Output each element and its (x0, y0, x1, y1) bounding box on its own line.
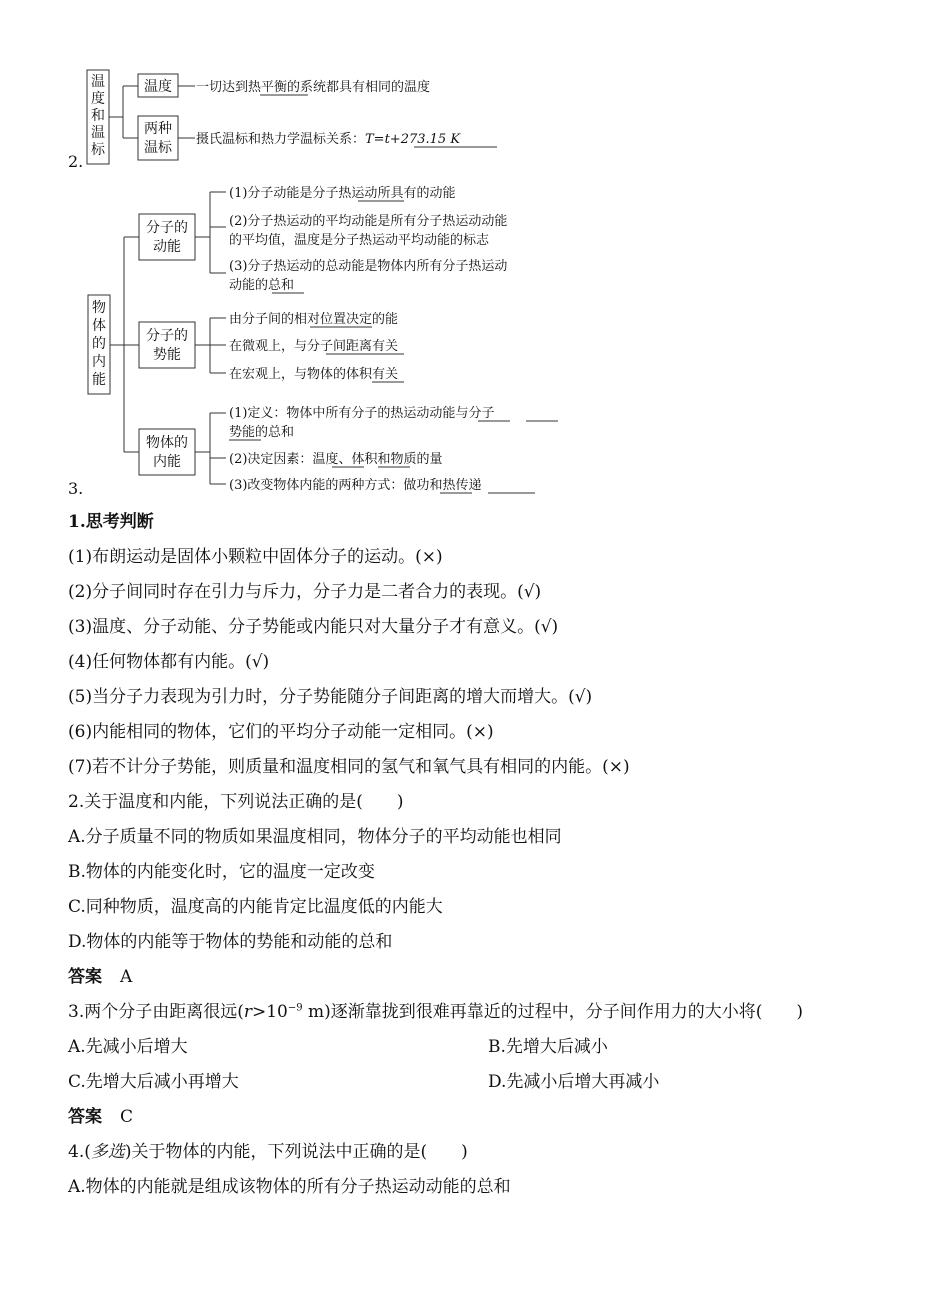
diagram3-kinetic-item3-line2: 动能的总和 (229, 278, 295, 293)
diagram3-potential-item1: 由分子间的相对位置决定的能 (229, 312, 399, 327)
q3-option-d: D.先减小后增大再减小 (488, 1072, 660, 1092)
svg-text:温: 温 (91, 125, 105, 141)
diagram3-root-connectors (110, 237, 139, 452)
q2-answer (68, 966, 132, 988)
svg-text:内能: 内能 (153, 454, 181, 470)
diagram3-potential-item2: 在微观上，与分子间距离有关 (229, 339, 399, 354)
q2-answer-value: A (120, 967, 133, 987)
judgement-item-3: (3)温度、分子动能、分子势能或内能只对大量分子才有意义。(√) (68, 617, 559, 637)
diagram3-potential-label (146, 328, 188, 363)
diagram2-branch2-label (144, 121, 173, 156)
judgement-item-5: (5)当分子力表现为引力时，分子势能随分子间距离的增大而增大。(√) (68, 687, 593, 707)
diagram3-internal-item1-line1: (1)定义：物体中所有分子的热运动动能与分子 (229, 406, 495, 421)
diagram2-branch2-text: 摄氏温标和热力学温标关系：T=t+273.15 K (196, 132, 461, 147)
diagram3-internal-label (146, 434, 188, 470)
diagram3-kinetic-label (146, 220, 188, 255)
diagram2-connectors (109, 86, 138, 138)
svg-text:物: 物 (92, 300, 106, 316)
diagram3-potential-connectors (195, 318, 226, 373)
diagram3-potential-item3: 在宏观上，与物体的体积有关 (229, 367, 399, 382)
svg-text:和: 和 (91, 108, 105, 124)
q2-stem: 2.关于温度和内能，下列说法正确的是( ) (68, 792, 404, 812)
section1-title: 1.思考判断 (68, 512, 154, 532)
diagram3-kinetic-item2-line2: 的平均值，温度是分子热运动平均动能的标志 (229, 233, 490, 248)
q2-option-a: A.分子质量不同的物质如果温度相同，物体分子的平均动能也相同 (68, 827, 562, 847)
judgement-item-7: (7)若不计分子势能，则质量和温度相同的氢气和氧气具有相同的内能。(×) (68, 757, 630, 777)
diagram3-kinetic-item3-line1: (3)分子热运动的总动能是物体内所有分子热运动 (229, 259, 508, 274)
q3-options-row1 (68, 1036, 608, 1058)
judgement-item-6: (6)内能相同的物体，它们的平均分子动能一定相同。(×) (68, 722, 494, 742)
svg-text:温标: 温标 (144, 140, 172, 156)
svg-text:度: 度 (91, 91, 105, 107)
svg-text:势能: 势能 (153, 347, 181, 363)
diagram3-kinetic-item2-line1: (2)分子热运动的平均动能是所有分子热运动动能 (229, 214, 508, 229)
diagram3-number: 3. (68, 479, 84, 498)
svg-text:动能: 动能 (153, 239, 181, 255)
q3-option-a: A.先减小后增大 (68, 1037, 188, 1057)
q2-option-b: B.物体的内能变化时，它的温度一定改变 (68, 862, 375, 882)
q3-option-c: C.先增大后减小再增大 (68, 1072, 239, 1092)
diagram2-branch1-text: 一切达到热平衡的系统都具有相同的温度 (196, 80, 431, 95)
svg-text:物体的: 物体的 (146, 435, 188, 451)
svg-text:两种: 两种 (144, 121, 172, 137)
diagram2-number: 2. (68, 152, 84, 171)
svg-text:能: 能 (92, 372, 106, 388)
q4-stem: 4.(多选)关于物体的内能，下列说法中正确的是( ) (68, 1142, 468, 1162)
diagram2-root-label (91, 74, 106, 158)
svg-text:内: 内 (92, 354, 106, 370)
diagram3-kinetic-connectors (195, 192, 226, 273)
q2-option-d: D.物体的内能等于物体的势能和动能的总和 (68, 932, 393, 952)
diagram2-branch1-label: 温度 (144, 79, 172, 95)
diagram3-root-label (92, 299, 106, 388)
q3-stem: 3.两个分子由距离很远($r>10^{-9}$ m)逐渐靠拢到很难再靠近的过程中，分子间作用力的大小将( ) (68, 1002, 804, 1022)
diagram3-internal-connectors (195, 413, 226, 484)
judgement-item-2: (2)分子间同时存在引力与斥力，分子力是二者合力的表现。(√) (68, 582, 542, 602)
svg-text:分子的: 分子的 (146, 220, 188, 236)
diagram3-internal-item3: (3)改变物体内能的两种方式：做功和热传递 (229, 478, 482, 493)
concept-diagrams (0, 0, 950, 500)
diagram3-internal-item1-line2: 势能的总和 (229, 425, 295, 440)
judgement-item-4: (4)任何物体都有内能。(√) (68, 652, 270, 672)
svg-text:温: 温 (91, 74, 105, 90)
q4-option-a: A.物体的内能就是组成该物体的所有分子热运动动能的总和 (68, 1177, 511, 1197)
judgement-item-1: (1)布朗运动是固体小颗粒中固体分子的运动。(×) (68, 547, 443, 567)
diagram3-kinetic-item1: (1)分子动能是分子热运动所具有的动能 (229, 186, 456, 201)
svg-text:分子的: 分子的 (146, 328, 188, 344)
q3-option-b: B.先增大后减小 (488, 1037, 608, 1057)
q3-answer (68, 1106, 133, 1128)
q2-answer-label: 答案 (68, 967, 102, 987)
q3-answer-value: C (120, 1107, 134, 1127)
svg-text:体: 体 (92, 318, 106, 334)
q3-options-row2 (68, 1071, 660, 1093)
q2-option-c: C.同种物质，温度高的内能肯定比温度低的内能大 (68, 897, 443, 917)
svg-text:的: 的 (92, 336, 106, 352)
q3-answer-label: 答案 (68, 1107, 102, 1127)
svg-text:标: 标 (91, 142, 105, 158)
diagram3-internal-item2: (2)决定因素：温度、体积和物质的量 (229, 452, 443, 467)
